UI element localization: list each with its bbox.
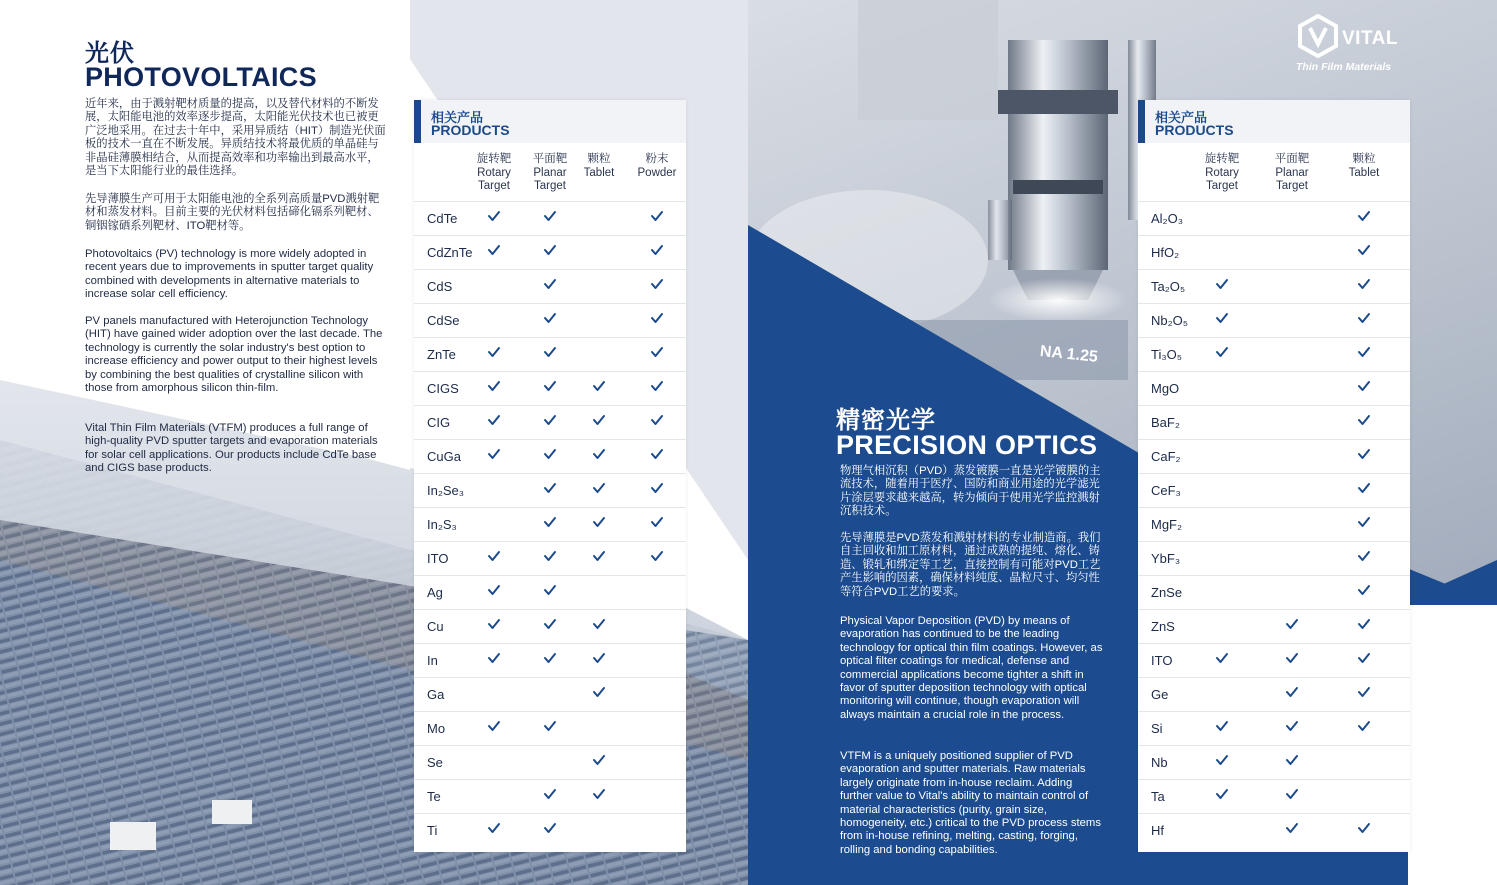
table-row (1138, 201, 1410, 236)
table-row (1138, 303, 1410, 338)
table-row (414, 439, 686, 474)
column-header (627, 153, 687, 180)
material-name: MgF₂ (1151, 517, 1183, 532)
check-icon (487, 413, 501, 427)
material-name: YbF₃ (1151, 551, 1181, 566)
check-icon (650, 345, 664, 359)
material-name: CdS (427, 279, 453, 294)
check-icon (1357, 821, 1371, 835)
check-icon (487, 345, 501, 359)
pv-paragraph: 近年来，由于溅射靶材质量的提高，以及替代材料的不断发展，太阳能电池的效率逐步提高，太阳能光伏技术也已被更广泛地采用。在过去十年中，采用异质结（HIT）制造光伏面板的技术一直在不断发展。异质结技术将最优质的单晶硅与非晶硅薄膜相结合，从而提高效率和功率输出到最高水平，是当下太阳能行业的最佳选择。 (85, 98, 386, 178)
check-icon (1357, 549, 1371, 563)
check-icon (543, 379, 557, 393)
check-icon (487, 617, 501, 631)
check-icon (1357, 345, 1371, 359)
material-name: CdSe (427, 313, 460, 328)
check-icon (592, 685, 606, 699)
check-icon (1285, 651, 1299, 665)
optics-paragraph: VTFM is a uniquely positioned supplier of PVD evaporation and sputter materials. Raw materials largely originate from in-house reclaim. Adding further value to Vital's ability to maintain control of material characteristics (purity, grain size, homogeneity, etc.) critical to the PVD process stems from in-house refining, melting, casting, forging, rolling and bonding capabilities. (840, 750, 1101, 856)
material-name: Nb₂O₅ (1151, 313, 1189, 328)
material-name: CeF₃ (1151, 483, 1181, 498)
check-icon (1285, 821, 1299, 835)
check-icon (650, 277, 664, 291)
table-title-cn: 相关产品 (1155, 110, 1208, 125)
table-row (1138, 473, 1410, 508)
check-icon (592, 447, 606, 461)
check-icon (650, 481, 664, 495)
table-row (1138, 541, 1410, 576)
material-name: BaF₂ (1151, 415, 1180, 430)
material-name: ITO (427, 551, 449, 566)
brand-logo (1296, 14, 1496, 84)
table-row (1138, 507, 1410, 542)
check-icon (543, 311, 557, 325)
table-row (414, 507, 686, 542)
check-icon (1215, 345, 1229, 359)
inverter-box (110, 822, 156, 850)
pv-paragraph: Photovoltaics (PV) technology is more widely adopted in recent years due to improvements in sputter target quality combined with developments in alternative materials to increase solar cell efficiency. (85, 248, 374, 301)
table-row (414, 337, 686, 372)
check-icon (543, 549, 557, 563)
material-name: In (427, 653, 438, 668)
column-header-line: Planar (1275, 166, 1309, 179)
material-name: Mo (427, 721, 446, 736)
check-icon (543, 617, 557, 631)
check-icon (592, 481, 606, 495)
check-icon (650, 447, 664, 461)
table-row (1138, 609, 1410, 644)
check-icon (1215, 277, 1229, 291)
column-header (1334, 153, 1394, 180)
table-row (414, 677, 686, 712)
check-icon (1357, 617, 1371, 631)
material-name: ZnSe (1151, 585, 1183, 600)
check-icon (543, 651, 557, 665)
table-row (414, 575, 686, 610)
check-icon (543, 209, 557, 223)
table-row (414, 303, 686, 338)
table-row (414, 779, 686, 814)
column-header-line: 旋转靶 (1204, 153, 1240, 165)
check-icon (1215, 753, 1229, 767)
table-row (414, 473, 686, 508)
table-row (1138, 677, 1410, 712)
pv-paragraph: Vital Thin Film Materials (VTFM) produces a full range of high-quality PVD sputter targets and evaporation materials for solar cell applications. Our products include CdTe base and CIGS base products. (85, 422, 378, 475)
check-icon (487, 821, 501, 835)
table-row (1138, 813, 1410, 848)
column-header (569, 153, 629, 180)
table-row (414, 269, 686, 304)
optics-paragraph: 先导薄膜是PVD蒸发和溅射材料的专业制造商。我们自主回收和加工原材料，通过成熟的提纯、熔化、铸造、锻轧和绑定等工艺，直接控制有可能对PVD工艺产生影响的因素，确保材料纯度、晶粒尺寸、均匀性等符合PVD工艺的要求。 (840, 532, 1101, 598)
check-icon (1357, 209, 1371, 223)
material-name: CdTe (427, 211, 458, 226)
lens-marking: NA 1.25 (1039, 342, 1099, 366)
table-row (1138, 439, 1410, 474)
check-icon (487, 549, 501, 563)
column-header (1262, 153, 1322, 194)
check-icon (543, 345, 557, 359)
check-icon (487, 379, 501, 393)
check-icon (1285, 617, 1299, 631)
material-name: Si (1151, 721, 1163, 736)
column-header-line: Rotary (1205, 166, 1239, 179)
check-icon (543, 787, 557, 801)
table-row (414, 541, 686, 576)
table-row (1138, 643, 1410, 678)
material-name: HfO₂ (1151, 245, 1180, 260)
material-name: CuGa (427, 449, 461, 464)
table-row (414, 371, 686, 406)
table-title-cn: 相关产品 (431, 110, 484, 125)
material-name: Al₂O₃ (1151, 211, 1184, 226)
column-header (464, 153, 524, 194)
check-icon (592, 515, 606, 529)
inverter-box (212, 800, 252, 824)
material-name: Ti₃O₅ (1151, 347, 1182, 362)
brand-name: VITAL (1342, 28, 1398, 49)
brand-tagline: Thin Film Materials (1296, 61, 1392, 73)
check-icon (650, 549, 664, 563)
column-header-line: 平面靶 (532, 153, 568, 165)
column-header-line: Rotary (477, 166, 511, 179)
check-icon (1357, 413, 1371, 427)
column-header-line: Target (478, 180, 510, 192)
check-icon (1357, 719, 1371, 733)
material-name: CdZnTe (427, 245, 473, 260)
column-header-line: 颗粒 (1352, 153, 1376, 165)
table-row (1138, 745, 1410, 780)
check-icon (650, 311, 664, 325)
column-header (1192, 153, 1252, 194)
material-name: CIG (427, 415, 451, 430)
optics-products-table (1138, 100, 1410, 852)
material-name: Ti (427, 823, 438, 838)
table-row (414, 201, 686, 236)
check-icon (650, 243, 664, 257)
material-name: Hf (1151, 823, 1164, 838)
table-row (414, 609, 686, 644)
table-row (1138, 269, 1410, 304)
column-header-line: Target (1206, 180, 1238, 192)
check-icon (487, 209, 501, 223)
column-header-line: Target (1276, 180, 1308, 192)
material-name: ZnTe (427, 347, 456, 362)
material-name: In₂S₃ (427, 517, 457, 532)
check-icon (1357, 447, 1371, 461)
table-title (1138, 100, 1410, 143)
check-icon (1357, 685, 1371, 699)
table-title-en: PRODUCTS (431, 122, 510, 138)
vital-hexagon-icon (1296, 14, 1340, 58)
optics-title-en: PRECISION OPTICS (836, 430, 1098, 460)
column-header-line: Tablet (583, 166, 615, 179)
check-icon (1215, 719, 1229, 733)
check-icon (592, 413, 606, 427)
check-icon (543, 821, 557, 835)
check-icon (592, 753, 606, 767)
check-icon (650, 515, 664, 529)
check-icon (1357, 515, 1371, 529)
material-name: CIGS (427, 381, 459, 396)
check-icon (592, 651, 606, 665)
material-name: MgO (1151, 381, 1180, 396)
check-icon (592, 379, 606, 393)
table-row (1138, 779, 1410, 814)
check-icon (1215, 787, 1229, 801)
material-name: Ga (427, 687, 445, 702)
check-icon (592, 549, 606, 563)
check-icon (487, 243, 501, 257)
check-icon (543, 719, 557, 733)
check-icon (650, 379, 664, 393)
column-header-line: Target (534, 180, 566, 192)
material-name: Ag (427, 585, 443, 600)
table-title-en: PRODUCTS (1155, 122, 1234, 138)
check-icon (1285, 685, 1299, 699)
check-icon (487, 583, 501, 597)
table-title (414, 100, 686, 143)
material-name: CaF₂ (1151, 449, 1181, 464)
pv-title-cn: 光伏 (85, 40, 135, 67)
check-icon (543, 243, 557, 257)
material-name: Ta (1151, 789, 1165, 804)
table-row (1138, 235, 1410, 270)
material-name: ITO (1151, 653, 1173, 668)
table-row (1138, 711, 1410, 746)
check-icon (1215, 651, 1229, 665)
material-name: Ta₂O₅ (1151, 279, 1186, 294)
check-icon (650, 209, 664, 223)
column-header-line: Tablet (1348, 166, 1380, 179)
check-icon (487, 719, 501, 733)
check-icon (1357, 651, 1371, 665)
column-header-line: 粉末 (645, 153, 669, 165)
pv-title-en: PHOTOVOLTAICS (85, 62, 317, 92)
objective-lens (1008, 40, 1108, 270)
check-icon (1357, 379, 1371, 393)
check-icon (650, 413, 664, 427)
check-icon (487, 651, 501, 665)
table-row (414, 745, 686, 780)
table-row (414, 813, 686, 848)
check-icon (592, 617, 606, 631)
table-row (414, 643, 686, 678)
table-row (1138, 405, 1410, 440)
check-icon (543, 481, 557, 495)
table-row (1138, 371, 1410, 406)
column-header-line: 平面靶 (1274, 153, 1310, 165)
check-icon (592, 787, 606, 801)
check-icon (1357, 311, 1371, 325)
optics-paragraph: 物理气相沉积（PVD）蒸发镀膜一直是光学镀膜的主流技术，随着用于医疗、国防和商业用途的光学滤光片涂层要求越来越高，转为倾向于使用光学监控溅射沉积技术。 (840, 465, 1101, 518)
check-icon (1285, 753, 1299, 767)
check-icon (543, 447, 557, 461)
check-icon (1357, 243, 1371, 257)
check-icon (543, 583, 557, 597)
table-row (1138, 337, 1410, 372)
check-icon (1357, 277, 1371, 291)
check-icon (1215, 311, 1229, 325)
material-name: In₂Se₃ (427, 483, 465, 498)
table-row (414, 711, 686, 746)
material-name: ZnS (1151, 619, 1175, 634)
check-icon (487, 447, 501, 461)
material-name: Cu (427, 619, 444, 634)
column-header-line: 颗粒 (587, 153, 611, 165)
check-icon (543, 515, 557, 529)
check-icon (1357, 583, 1371, 597)
material-name: Se (427, 755, 443, 770)
optics-paragraph: Physical Vapor Deposition (PVD) by means of evaporation has continued to be the leading technology for optical thin film coatings. However, as optical filter coatings for medical, defense and commercial applications become tighter a shift in favor of sputter deposition technology with optical monitoring will continue, though evaporation will always maintain a crucial role in the process. (840, 615, 1103, 721)
table-row (1138, 575, 1410, 610)
material-name: Nb (1151, 755, 1168, 770)
table-row (414, 405, 686, 440)
check-icon (543, 413, 557, 427)
check-icon (1285, 719, 1299, 733)
optics-title-cn: 精密光学 (836, 407, 936, 434)
pv-products-table (414, 100, 686, 852)
column-header-line: Powder (637, 166, 677, 179)
material-name: Ge (1151, 687, 1169, 702)
pv-paragraph: 先导薄膜生产可用于太阳能电池的全系列高质量PVD溅射靶材和蒸发材料。目前主要的光伏材料包括碲化镉系列靶材、铜铟镓硒系列靶材、ITO靶材等。 (85, 193, 380, 232)
column-header-line: 旋转靶 (476, 153, 512, 165)
check-icon (543, 277, 557, 291)
material-name: Te (427, 789, 441, 804)
column-header-line: Planar (533, 166, 567, 179)
check-icon (1357, 481, 1371, 495)
table-row (414, 235, 686, 270)
check-icon (1285, 787, 1299, 801)
pv-paragraph: PV panels manufactured with Heterojunction Technology (HIT) have gained wider adoption over the last decade. The technology is currently the solar industry's best option to increase efficiency and power output to their highest levels by combining the best qualities of crystalline silicon with those from amorphous silicon thin-film. (85, 315, 383, 395)
